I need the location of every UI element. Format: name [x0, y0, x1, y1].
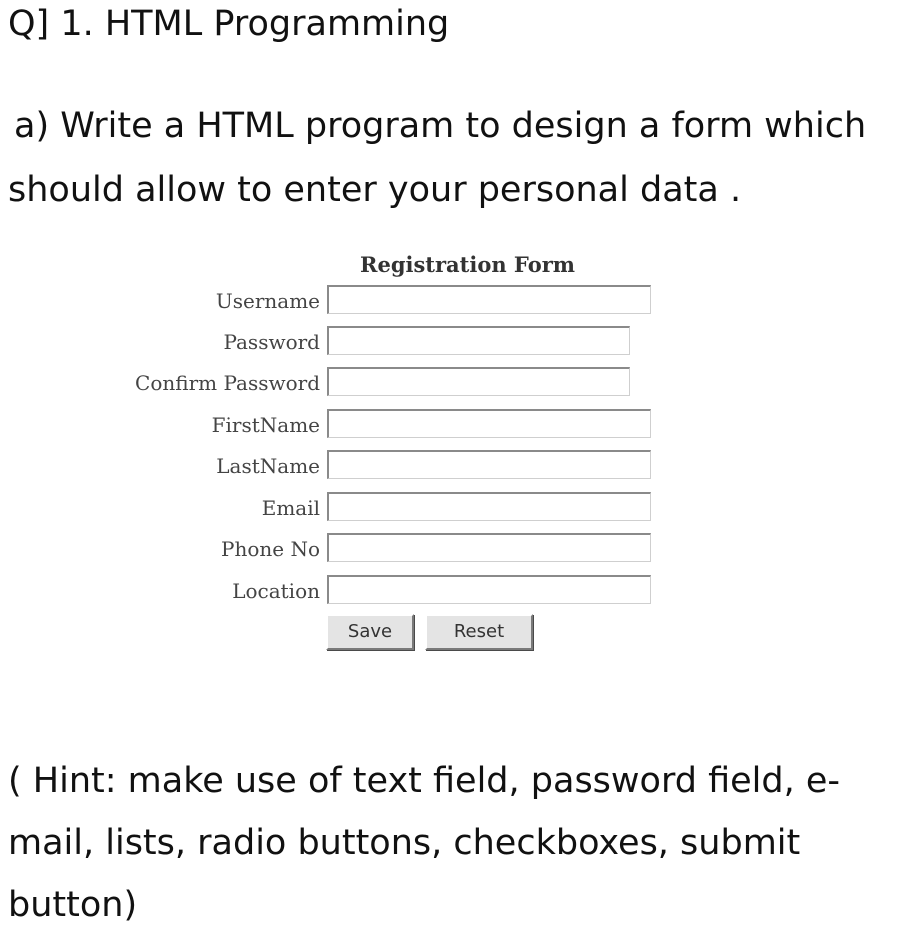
- email-label: Email: [261, 496, 320, 520]
- form-row-password: [0, 326, 897, 358]
- form-row-confirm-password: [0, 367, 897, 399]
- phone-label: Phone No: [221, 537, 320, 561]
- lastname-label: LastName: [216, 454, 320, 478]
- username-input[interactable]: [327, 285, 651, 314]
- hint-line-3: button): [8, 885, 138, 925]
- hint-line-1: ( Hint: make use of text field, password field, e-: [8, 761, 841, 801]
- question-text: [8, 94, 897, 222]
- firstname-label: FirstName: [211, 413, 320, 437]
- question-heading: Q] 1. HTML Programming: [8, 4, 450, 44]
- question-line-1: a) Write a HTML program to design a form which: [14, 106, 867, 146]
- email-input[interactable]: [327, 492, 651, 521]
- form-title: Registration Form: [360, 252, 575, 277]
- phone-input[interactable]: [327, 533, 651, 562]
- form-row-location: [0, 575, 897, 607]
- location-label: Location: [232, 579, 320, 603]
- location-input[interactable]: [327, 575, 651, 604]
- form-row-email: [0, 492, 897, 524]
- question-line-2: should allow to enter your personal data .: [8, 170, 742, 210]
- confirm-password-input[interactable]: [327, 367, 630, 396]
- reset-button[interactable]: Reset: [425, 614, 533, 650]
- username-label: Username: [215, 289, 320, 313]
- form-row-firstname: [0, 409, 897, 441]
- form-row-lastname: [0, 450, 897, 482]
- lastname-input[interactable]: [327, 450, 651, 479]
- form-row-username: [0, 285, 897, 317]
- confirm-password-label: Confirm Password: [135, 371, 320, 395]
- hint-line-2: mail, lists, radio buttons, checkboxes, submit: [8, 823, 801, 863]
- hint-text: [8, 750, 888, 936]
- form-row-phone: [0, 533, 897, 565]
- password-label: Password: [223, 330, 320, 354]
- password-input[interactable]: [327, 326, 630, 355]
- firstname-input[interactable]: [327, 409, 651, 438]
- save-button[interactable]: Save: [326, 614, 414, 650]
